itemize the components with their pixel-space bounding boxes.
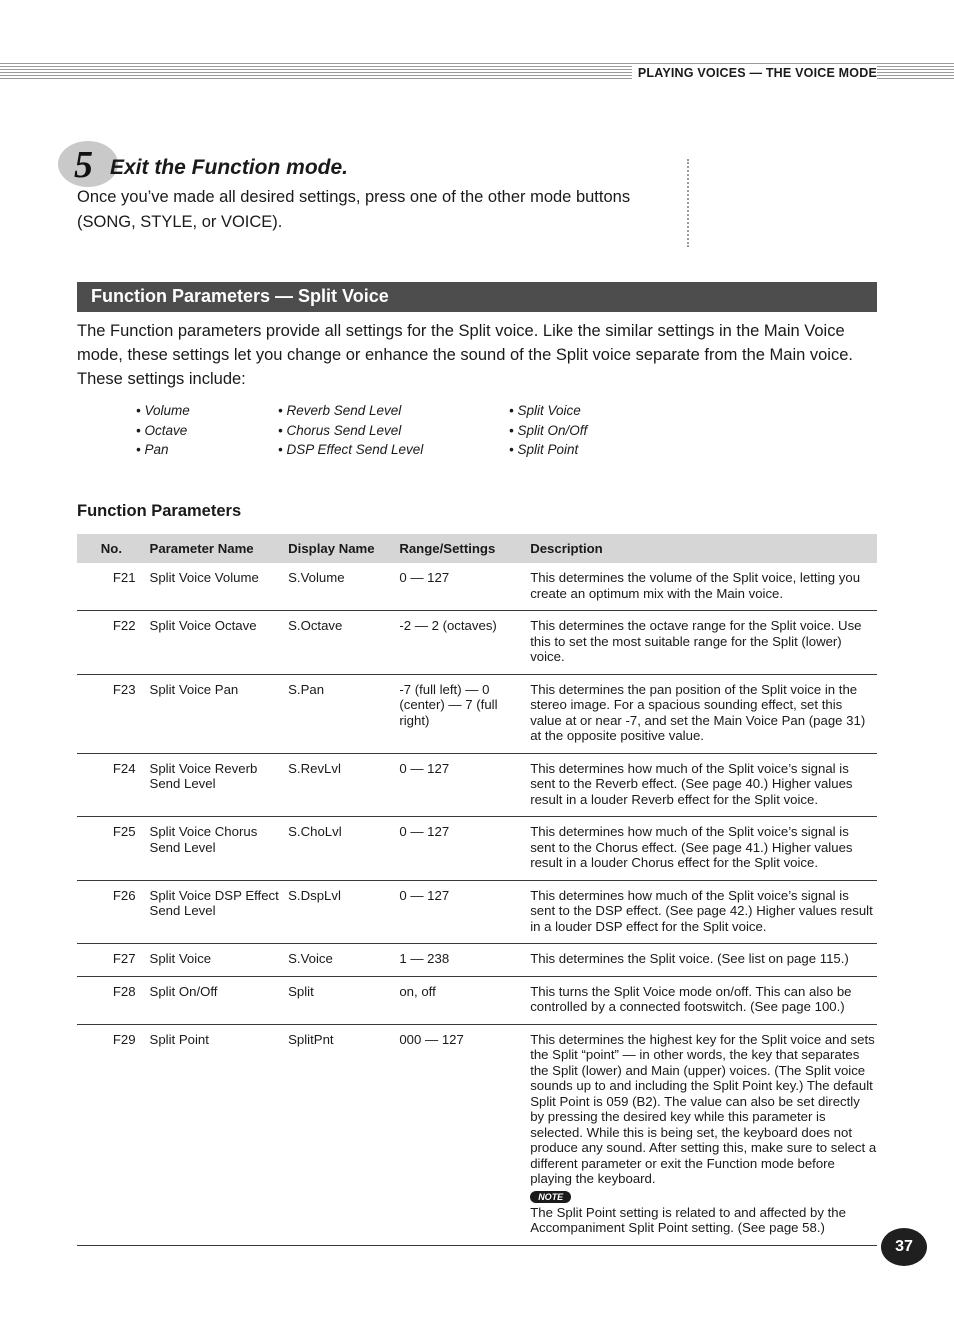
cell-no: F22 xyxy=(77,611,136,675)
bullet-item: • Volume xyxy=(136,403,190,418)
cell-description xyxy=(530,817,877,881)
bullet-item: • DSP Effect Send Level xyxy=(278,442,424,457)
note-text: The Split Point setting is related to and affected by the Accompaniment Split Point setting. (See page 58.) xyxy=(530,1204,846,1235)
cell-range: on, off xyxy=(399,976,530,1024)
description-text: This determines the octave range for the Split voice. Use this to set the most suitable range for the Split (lower) voice. xyxy=(530,618,862,664)
section-intro: The Function parameters provide all settings for the Split voice. Like the similar settings in the Main Voice mode, these settings let you change or enhance the sound of the Split voice separate from the Main voice. These settings include: xyxy=(77,322,853,388)
step-number: 5 xyxy=(74,144,93,186)
cell-no: F23 xyxy=(77,674,136,753)
cell-display-name: S.Octave xyxy=(288,611,399,675)
cell-parameter-name: Split Voice Reverb Send Level xyxy=(136,753,289,817)
description-text: This determines the volume of the Split voice, letting you create an optimum mix with the Main voice. xyxy=(530,570,861,601)
cell-display-name: S.DspLvl xyxy=(288,880,399,944)
description-text: This turns the Split Voice mode on/off. This can also be controlled by a connected footswitch. (See page 100.) xyxy=(530,983,852,1014)
table-row xyxy=(77,753,877,817)
cell-range: 000 — 127 xyxy=(399,1024,530,1245)
table-row xyxy=(77,944,877,977)
cell-description xyxy=(530,1024,877,1245)
bullet-item: • Chorus Send Level xyxy=(278,422,402,438)
cell-display-name: S.ChoLvl xyxy=(288,817,399,881)
cell-no: F29 xyxy=(77,1024,136,1245)
cell-range: 1 — 238 xyxy=(399,944,530,977)
table-title: Function Parameters xyxy=(77,502,242,520)
cell-display-name: S.Voice xyxy=(288,944,399,977)
table-row xyxy=(77,1024,877,1245)
bullet-item: • Octave xyxy=(136,422,188,438)
cell-parameter-name: Split Voice xyxy=(136,944,289,977)
cell-parameter-name: Split Voice Pan xyxy=(136,674,289,753)
cell-description xyxy=(530,753,877,817)
bullet-item: • Reverb Send Level xyxy=(278,403,402,418)
cell-range: 0 — 127 xyxy=(399,563,530,611)
header-range: Range/Settings xyxy=(399,534,530,563)
bullet-column-3 xyxy=(509,401,587,460)
section-title: Function Parameters — Split Voice xyxy=(91,286,389,306)
cell-range: 0 — 127 xyxy=(399,817,530,881)
cell-parameter-name: Split Point xyxy=(136,1024,289,1245)
table-header-row xyxy=(77,534,877,563)
cell-parameter-name: Split On/Off xyxy=(136,976,289,1024)
table-row xyxy=(77,611,877,675)
cell-description xyxy=(530,674,877,753)
bullet-item: • Split Point xyxy=(509,442,579,457)
cell-range: 0 — 127 xyxy=(399,753,530,817)
cell-parameter-name: Split Voice Octave xyxy=(136,611,289,675)
table-row xyxy=(77,563,877,611)
table-row xyxy=(77,817,877,881)
table-row xyxy=(77,880,877,944)
bullet-column-2 xyxy=(278,401,423,460)
note-badge: NOTE xyxy=(530,1191,571,1203)
description-text: This determines the highest key for the Split voice and sets the Split “point” — in other words, the key that separates the Split (lower) and Main (upper) voices. (The Split voice sounds up to and including the Split Point key.) The default Split Point is 059 (B2). The value can also be set directly by pressing the desired key while this parameter is selected. While this is being set, the keyboard does not produce any sound. After setting this, make sure to select a different parameter or exit the Function mode before playing the keyboard. xyxy=(530,1031,877,1186)
step-text: Once you’ve made all desired settings, press one of the other mode buttons (SONG, STYLE, or VOICE). xyxy=(77,188,631,231)
step-title: Exit the Function mode. xyxy=(110,156,349,179)
running-head: PLAYING VOICES — THE VOICE MODE xyxy=(632,66,877,80)
bullet-column-1 xyxy=(136,401,190,460)
cell-description xyxy=(530,944,877,977)
description-text: This determines how much of the Split voice’s signal is sent to the DSP effect. (See page 42.) Higher values result in a louder DSP effect for the Split voice. xyxy=(530,887,873,934)
section-header-bar xyxy=(77,282,877,312)
cell-display-name: SplitPnt xyxy=(288,1024,399,1245)
cell-range: -2 — 2 (octaves) xyxy=(399,611,530,675)
page-number: 37 xyxy=(881,1228,927,1266)
header-description: Description xyxy=(530,534,877,563)
table-row xyxy=(77,976,877,1024)
cell-no: F27 xyxy=(77,944,136,977)
header-no: No. xyxy=(77,534,136,563)
cell-description xyxy=(530,563,877,611)
bullet-item: • Split On/Off xyxy=(509,422,588,438)
cell-no: F28 xyxy=(77,976,136,1024)
cell-display-name: S.Pan xyxy=(288,674,399,753)
cell-no: F24 xyxy=(77,753,136,817)
header-display-name: Display Name xyxy=(288,534,399,563)
cell-display-name: Split xyxy=(288,976,399,1024)
cell-no: F25 xyxy=(77,817,136,881)
header-parameter-name: Parameter Name xyxy=(136,534,289,563)
bullet-item: • Split Voice xyxy=(509,403,581,418)
margin-dotted-rule xyxy=(687,159,689,247)
description-text: This determines the pan position of the Split voice in the stereo image. For a spacious sounding effect, set this value at or near -7, and set the Main Voice Pan (page 31) at the opposite positive value. xyxy=(530,681,866,743)
cell-description xyxy=(530,880,877,944)
cell-range: 0 — 127 xyxy=(399,880,530,944)
cell-description xyxy=(530,976,877,1024)
description-text: This determines how much of the Split voice’s signal is sent to the Chorus effect. (See page 41.) Higher values result in a louder Chorus effect for the Split voice. xyxy=(530,824,853,870)
bullet-item: • Pan xyxy=(136,442,169,457)
function-parameters-table xyxy=(77,534,877,1246)
cell-no: F26 xyxy=(77,880,136,944)
cell-description xyxy=(530,611,877,675)
description-text: This determines how much of the Split voice’s signal is sent to the Reverb effect. (See page 40.) Higher values result in a louder Reverb effect for the Split voice. xyxy=(530,760,853,807)
description-text: This determines the Split voice. (See list on page 115.) xyxy=(530,951,849,966)
cell-parameter-name: Split Voice DSP Effect Send Level xyxy=(136,880,289,944)
cell-display-name: S.RevLvl xyxy=(288,753,399,817)
cell-parameter-name: Split Voice Chorus Send Level xyxy=(136,817,289,881)
cell-display-name: S.Volume xyxy=(288,563,399,611)
cell-parameter-name: Split Voice Volume xyxy=(136,563,289,611)
cell-range: -7 (full left) — 0 (center) — 7 (full right) xyxy=(399,674,530,753)
table-row xyxy=(77,674,877,753)
cell-no: F21 xyxy=(77,563,136,611)
